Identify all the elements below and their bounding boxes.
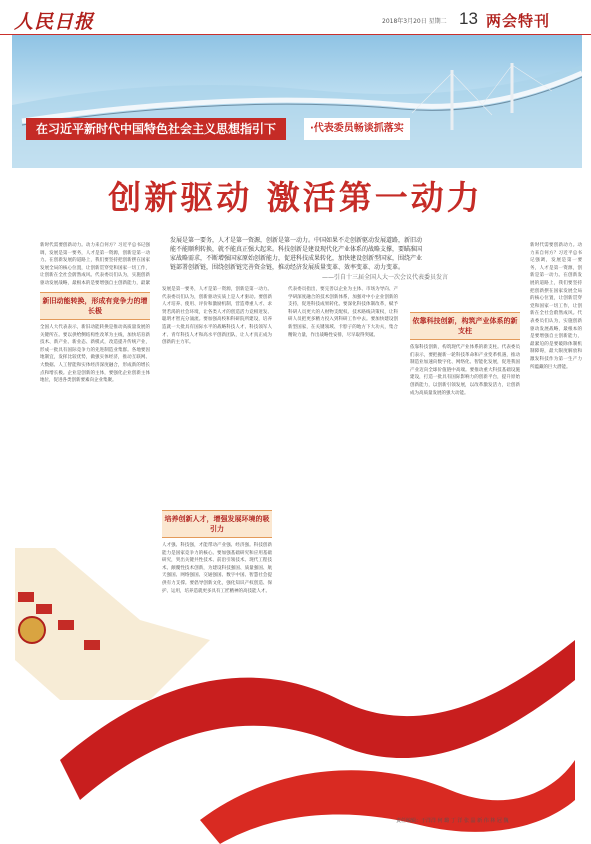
subhead-1: 新旧动能转换，形成有竞争力的增长极 [40, 292, 150, 320]
column-2-body: 发展是第一要务，人才是第一资源，创新是第一动力。代表委员们认为，创新驱动实质上是人才驱动。要创新人才培养、使用、评价和激励机制，营造尊重人才、求贤若渴的社会环境，让各类人才的创造活力竞相迸发、聪明才智充分涌流。要加强高校和科研院所建设，培养造就一大批具有国际水平的战略科技人才、科技领军人才、青年科技人才和高水平创新团队，让人才真正成为创新的主力军。 [162, 287, 272, 346]
subhead-3: 依靠科技创新，构筑产业体系的新支柱 [410, 312, 520, 340]
column-1-intro: 新时代需要创新动力。动力来自何方？习近平总书记强调，发展是第一要务，人才是第一资源，创新是第一动力。在创新发展的道路上，我们要坚持把创新摆在国家发展全局的核心位置，让创新贯穿党和国家一切工作，让创新在全社会蔚然成风。代表委员们认为，实施创新驱动发展战略，最根本的是要增强自主创新能力，最紧 [40, 243, 150, 286]
newspaper-logo: 人民日报 [14, 11, 95, 33]
column-1-body: 全国人大代表表示，新旧动能转换是推动高质量发展的关键所在。要以供给侧结构性改革为主线，加快培育新技术、新产业、新业态、新模式，改造提升传统产业，形成一批具有国际竞争力的先进制造业集群。各地要因地制宜，发挥比较优势，做强实体经济，推动互联网、大数据、人工智能和实体经济深度融合，形成新的增长点和增长极。企业是创新的主体，要强化企业创新主体地位，促进各类创新要素向企业集聚。 [40, 325, 150, 384]
column-5-body: 新时代需要创新动力。动力来自何方？习近平总书记强调，发展是第一要务，人才是第一资源，创新是第一动力。在创新发展的道路上，我们要坚持把创新摆在国家发展全局的核心位置，让创新贯穿党和国家一切工作，让创新在全社会蔚然成风。代表委员们认为，实施创新驱动发展战略，最根本的是要增强自主创新能力，最紧迫的是要破除体制机制障碍，最大限度解放和激发科技作为第一生产力所蕴藏的巨大潜能。 [530, 243, 582, 370]
page-headline: 创新驱动 激活第一动力 [108, 178, 483, 217]
column-2-lower: 人才强、科技强，才能带动产业强、经济强。科技创新能力是国家竞争力的核心。要加强基础研究和应用基础研究，突出关键共性技术、前沿引领技术、现代工程技术、颠覆性技术创新，为建设科技强国、质量强国、航天强国、网络强国、交通强国、数字中国、智慧社会提供有力支撑。要倡导创新文化，强化知识产权创造、保护、运用，培养造就更多具有工匠精神的高技能人才。 [162, 543, 272, 594]
column-3-body: 代表委员指出，要完善以企业为主体、市场为导向、产学研深度融合的技术创新体系，加强对中小企业创新的支持，促进科技成果转化。要深化科技体制改革，赋予科研人员更大的人财物支配权、技术路线决策权，让科研人员把更多精力投入到科研工作中去。要加快建设创新型国家，在关键领域、卡脖子的地方下大功夫，集合精锐力量，作出战略性安排，尽早取得突破。 [288, 287, 398, 338]
issue-date: 2018年3月20日 星期二 [382, 18, 447, 25]
kicker-banner: 在习近平新时代中国特色社会主义思想指引下 [26, 118, 286, 140]
lead-byline: ——引自十三届全国人大一次会议代表委员发言 [322, 274, 449, 281]
section-title: 两会特刊 [486, 12, 551, 30]
lead-paragraph: 发展是第一要务，人才是第一资源，创新是第一动力。中国如果不走创新驱动发展道路，新旧动能不能顺利转换，就不能真正强大起来。科技创新是建设现代化产业体系的战略支撑，要瞄准国家战略需求，不断增强国家原始创新能力，促进科技成果转化，加快建设创新型国家，围绕产业链部署创新链，围绕创新链完善资金链，推动经济发展质量变革、效率变革、动力变革。 [170, 237, 423, 271]
column-4-body: 依靠科技创新，构筑现代产业体系的新支柱。代表委员们表示，要把握新一轮科技革命和产业变革机遇，推动制造业加速向数字化、网络化、智能化发展，促进我国产业迈向全球价值链中高端。要推动重大科技基础设施建设，打造一批具有国际影响力的创新平台，提升原始创新能力，以创新引领发展，以改革激发活力，让创新成为高质量发展的强大动能。 [410, 345, 520, 396]
subhead-2: 培养创新人才，增强发展环境的吸引力 [162, 510, 272, 538]
editor-credits: 责任编辑：于洋洋 何 璐 丁 洋 张 晶 新 伟 林 冠 魏 [396, 818, 509, 824]
page-number: 13 [459, 9, 478, 28]
kicker-subtitle: ·代表委员畅谈抓落实 [304, 118, 410, 140]
